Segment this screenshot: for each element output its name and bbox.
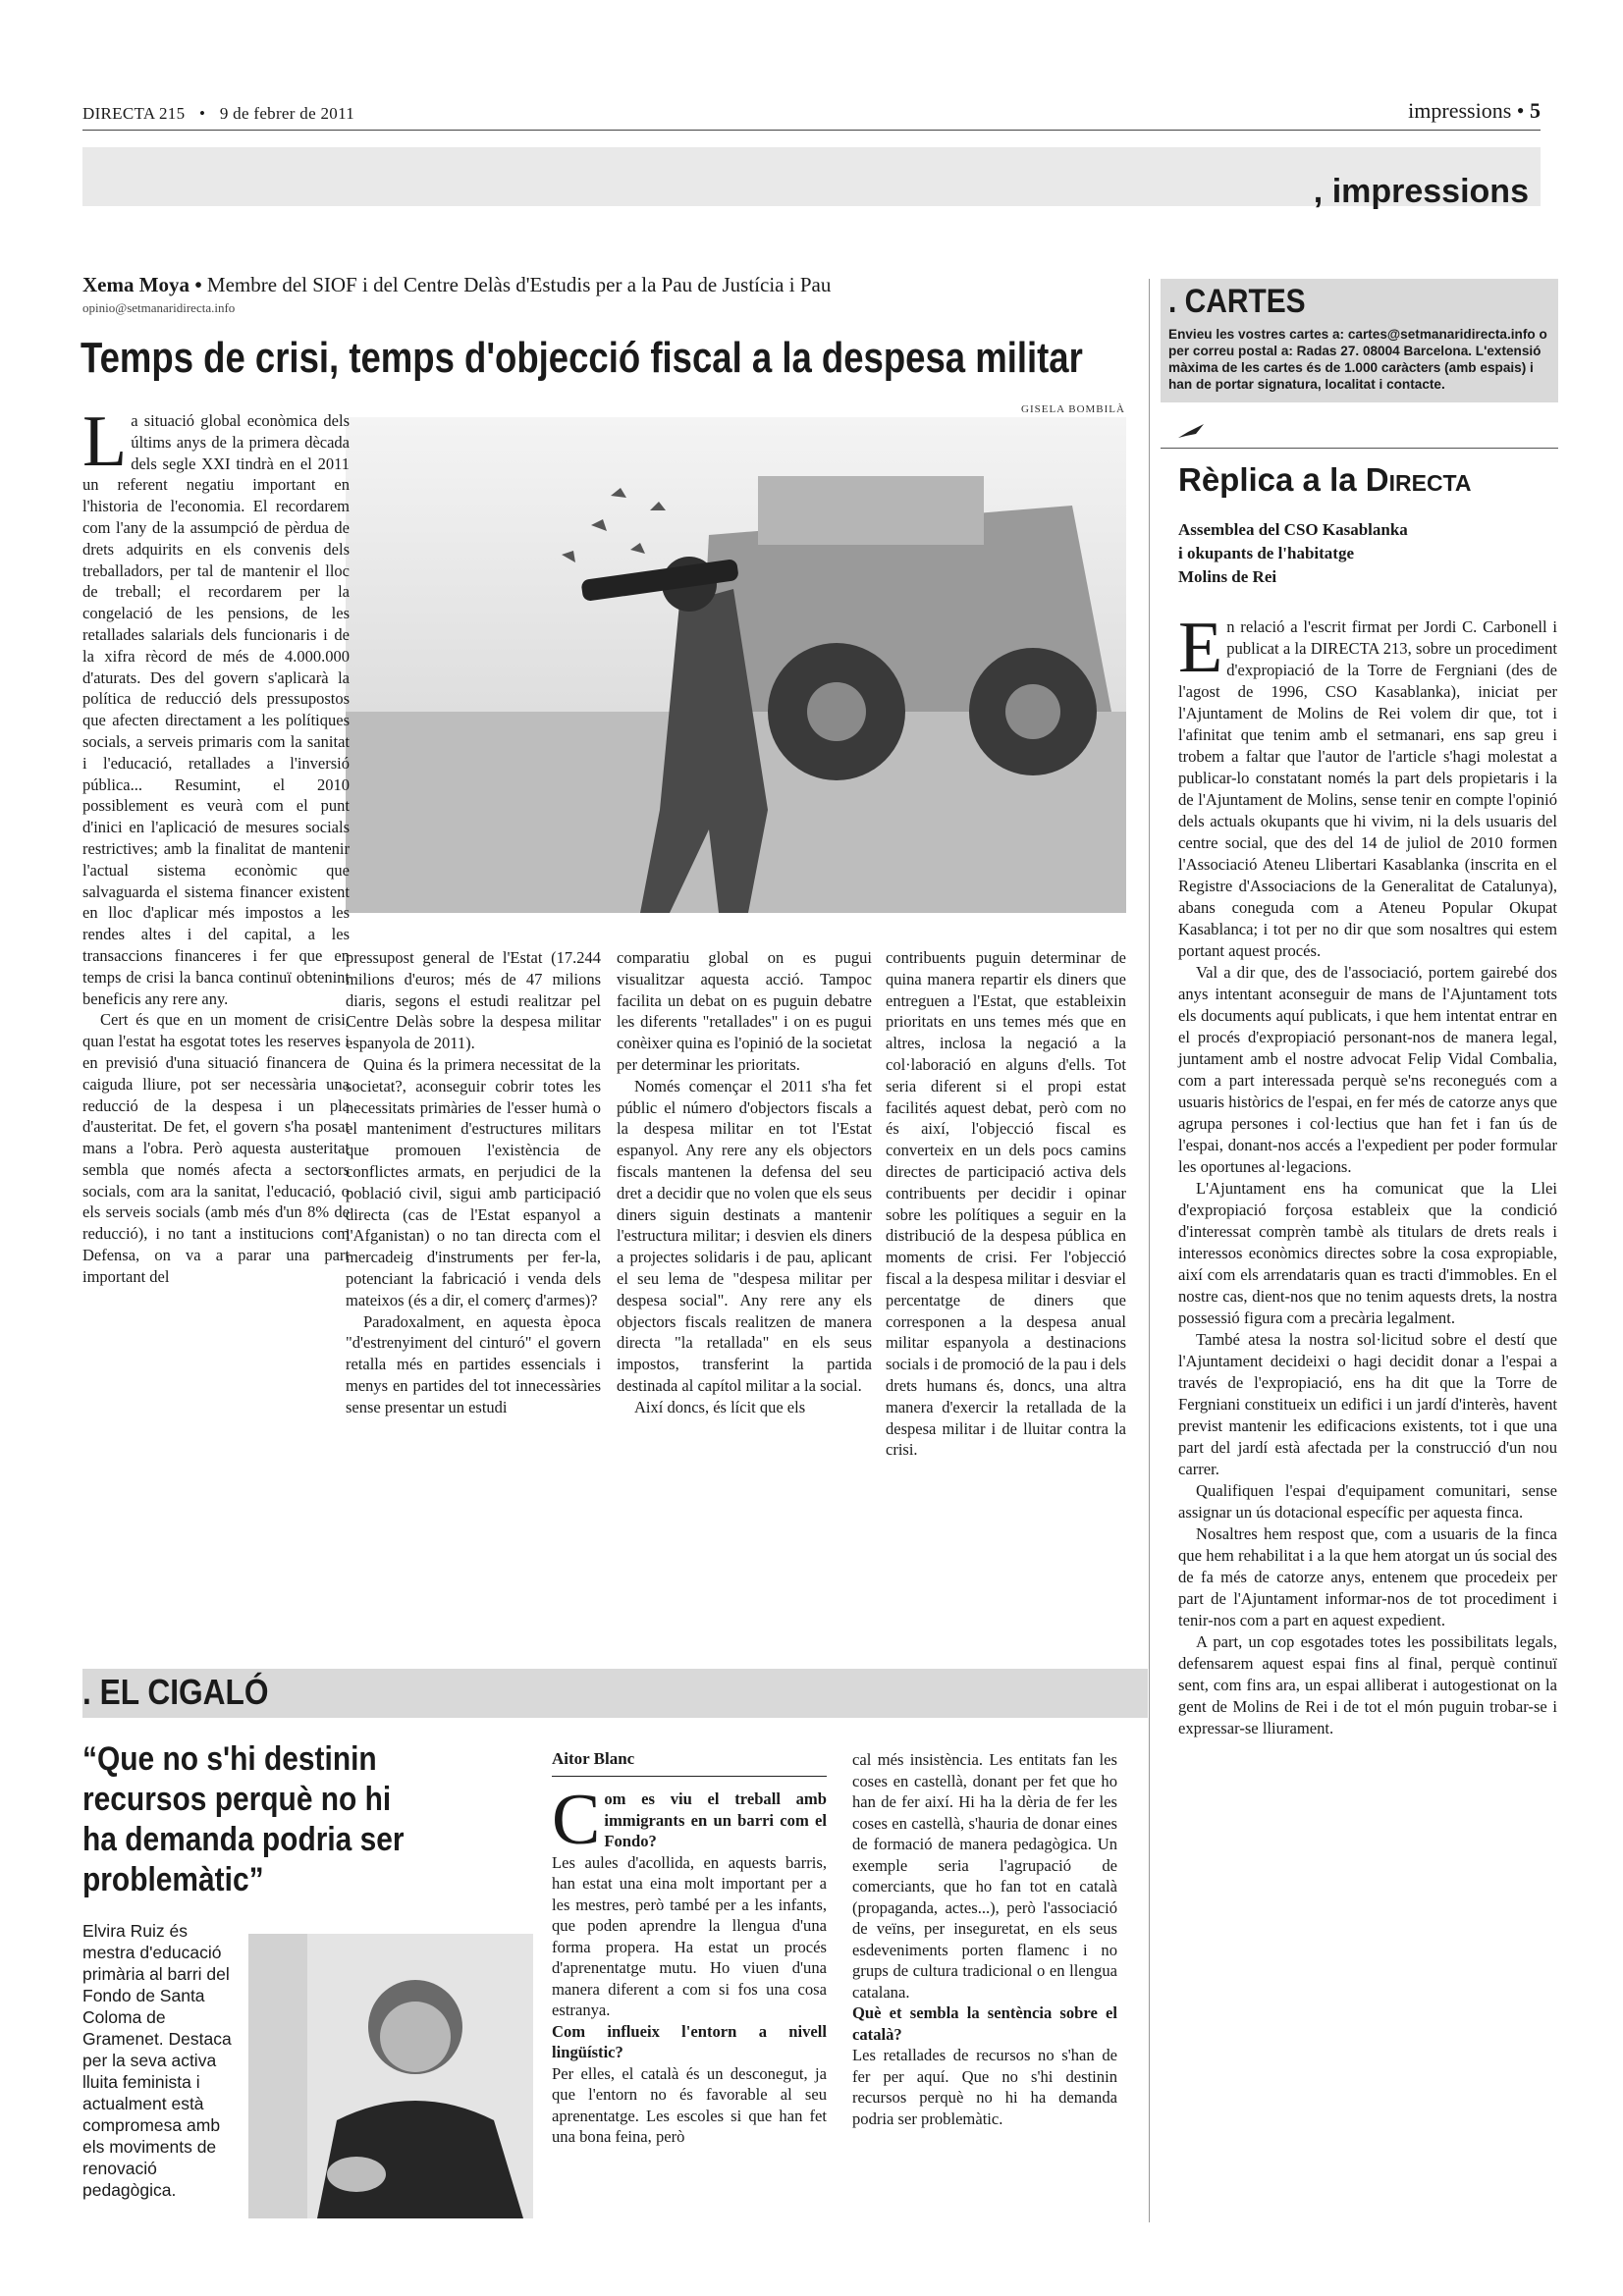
article-paragraph: Només començar el 2011 s'ha fet públic el número d'objectors fiscals a la despesa militar en tot l'Estat espanyol. Any rere any els objectors fiscals mantenen la defensa del seu dret a decidir que no volen que els seus diners siguin destinats a mantenir l'estructura militar; i desvien els diners a projectes solidaris i de pau, aplicant el seu lema de "despesa militar per despesa social". Any rere any els objectors fiscals realitzen de manera directa "la retallada" en els seus impostos, transferint la partida destinada al capítol militar a la social. (617, 1076, 872, 1395)
article-paragraph: pressupost general de l'Estat (17.244 milions d'euros; més de 47 milions diaris, segons el estudi realitzar pel Centre Delàs sobre la despesa militar espanyola de 2011). (346, 948, 601, 1053)
section-page: impressions • 5 (1408, 98, 1541, 123)
interviewer-rule (552, 1776, 827, 1777)
article-photo-soldier (346, 417, 1126, 913)
drop-cap: L (82, 401, 128, 482)
letter-paragraph: També atesa la nostra sol·licitud sobre el destí que l'Ajuntament decideixi o hagi decidit donar a l'espai a través de l'expropiació, ens ha dit que la Torre de Fergniani constitueix un edifici i un jardí d'interès, havent previst mantenir les edificacions existents, tot i que una part del jardí està afectada per la construcció d'un nou carrer. (1178, 1330, 1557, 1478)
issue-date: 9 de febrer de 2011 (219, 104, 355, 123)
article-paragraph: Quina és la primera necessitat de la societat?, aconseguir cobrir totes les necessitats primàries de l'esser humà o el manteniment d'estructures militars que promouen l'existència de conflictes armats, en perjudici de la població civil, sigui amb participació directa (cas de l'Estat espanyol a l'Afganistan) o no tan directa com el mercadeig d'instruments per fer-la, potenciant la fabricació i venda dels mateixos (és a dir, el comerç d'armes)? (346, 1054, 601, 1309)
interview-answer: Les aules d'acollida, en aquests barris, han estat una eina molt important per a les mestres, però també per a les infants, que poden aprendre la llengua d'una forma propera. Ha estat un procés d'aprenentatge mutu. Ho viuen d'una manera diferent a com si fos una cosa estranya. (552, 1852, 827, 2019)
letter-paragraph: En relació a l'escrit firmat per Jordi C. Carbonell i publicat a la DIRECTA 213, sobre un procediment d'expropiació de la Torre de Fergniani (des de l'agost de 1996, CSO Kasablanka), iniciat per l'Ajuntament de Molins de Rei volem dir que, tot i l'afinitat que tenim amb el setmanari, ens sap greu i trobem a faltar que l'autor de l'article s'hagi molestat a publicar-lo constatant només la part dels propietaris i la de l'Ajuntament de Molins, sense tenir en compte l'opinió dels actuals okupants que hi vivim, ni la dels usuaris del centre social, que des del 14 de juliol de 2010 formen l'Associació Ateneu Llibertari Kasablanka (inscrita en el Registre d'Associacions de la Generalitat de Catalunya), abans coneguda com a Ateneu Popular Okupat Kasablanca; i tot per no dir que som nosaltres qui estem portant aquest procés. (1178, 608, 1557, 960)
section-name: impressions (1408, 98, 1512, 123)
cigalo-title: . EL CIGALÓ (82, 1672, 269, 1712)
article-byline: Xema Moya • Membre del SIOF i del Centre Delàs d'Estudis per a la Pau de Justícia i Pau (82, 273, 832, 296)
cartes-rule (1161, 448, 1558, 449)
article-col-3 (617, 947, 872, 1418)
article-paragraph: comparatiu global on es pugui visualitzar aquesta acció. Tampoc facilita un debat on es puguin debatre les diferents "retallades" i on es pugui conèixer quina es l'opinió de la societat per determinar les prioritats. (617, 948, 872, 1074)
interviewee-bio: Elvira Ruiz és mestra d'educació primària al barri del Fondo de Santa Coloma de Gramenet. Destaca per la seva activa lluita feminista i actualment està compromesa amb els moviments de renovació pedagògica. (82, 1921, 232, 2200)
article-col-2 (346, 947, 601, 1418)
cartes-title: . CARTES (1168, 283, 1306, 320)
letter-paragraph: L'Ajuntament ens ha comunicat que la Llei d'expropiació forçosa estableix que la condició d'interessat comprèn tambè als titulars de drets reals i interessos econòmics directes sobre la cosa expropiable, així com els arrendataris quan es tracti d'immobles. En el nostre cas, dient-nos que no tenim aquests drets, la nostra possessió figura com a precària legalment. (1178, 1179, 1557, 1327)
interview-answer: Per elles, el català és un desconegut, ja que l'entorn no és favorable al seu aprenentatge. Les escoles si que han fet una bona feina, però (552, 2063, 827, 2146)
column-divider (1149, 279, 1150, 2222)
author-email: opinio@setmanaridirecta.info (82, 300, 236, 315)
interview-col-1 (552, 1780, 827, 2148)
article-title: Temps de crisi, temps d'objecció fiscal a la despesa militar (81, 334, 1083, 382)
quill-icon (1176, 422, 1206, 445)
article-paragraph: Cert és que en un moment de crisi, quan l'estat ha esgotat totes les reserves i en previsió d'una situació financera de caiguda lliure, pot ser necessària una reducció de la despesa i un pla d'austeritat. De fet, el govern s'ha posat mans a l'obra. Però aquesta austeritat sembla que només afecta a sectors socials, com ara la sanitat, l'educació, o els serveis socials (amb més d'un 8% de reducció), i no tant a institucions com Defensa, on va a parar una part important del (82, 1010, 350, 1286)
article-paragraph: Paradoxalment, en aquesta època "d'estrenyiment del cinturó" el govern retalla més en partides essencials i menys en partides del tot innecessàries sense presentar un estudi (346, 1311, 601, 1416)
interviewer-name: Aitor Blanc (552, 1749, 635, 1768)
letter-paragraph: Qualifiquen l'espai d'equipament comunitari, sense assignar un ús dotacional específic per aquesta finca. (1178, 1481, 1557, 1522)
soldier-illustration (346, 417, 1126, 913)
running-header: DIRECTA 215 • 9 de febrer de 2011 (82, 104, 355, 123)
drop-cap: E (1178, 608, 1223, 688)
author-role: Membre del SIOF i del Centre Delàs d'Estudis per a la Pau de Justícia i Pau (206, 273, 832, 296)
directa-smallcaps: Directa (1365, 461, 1472, 498)
interview-question: Què et sembla la sentència sobre el català? (852, 2003, 1117, 2044)
interview-question: Com influeix l'entorn a nivell lingüístic? (552, 2021, 827, 2061)
interview-col-2 (852, 1749, 1117, 2129)
portrait-illustration (248, 1934, 533, 2218)
letter-paragraph: A part, un cop esgotades totes les possibilitats legals, defensarem aquest espai fins al final, perquè continuï sent, com fins ara, un espai alliberat i autogestionat on la gent de Molins de Rei i de tot el món puguin trobar-se i expressar-se lliurament. (1178, 1632, 1557, 1737)
drop-cap: C (552, 1780, 601, 1860)
author-name: Xema Moya (82, 273, 190, 296)
article-col-1 (82, 401, 350, 1288)
header-rule (82, 130, 1541, 131)
interviewee-photo (248, 1934, 533, 2218)
interview-question: Com es viu el treball amb immigrants en un barri com el Fondo? (552, 1780, 827, 1860)
letter-paragraph: Nosaltres hem respost que, com a usuaris de la finca que hem rehabilitat i a la que hem atorgat un ús social des de fa més de catorze anys, entenem que procedeix per part de l'Ajuntament informar-nos de tot procediment i tenir-nos com a part en aquest expedient. (1178, 1524, 1557, 1629)
letter-authors: Assemblea del CSO Kasablanka i okupants de l'habitatge Molins de Rei (1178, 520, 1408, 586)
section-band-title: , impressions (1313, 173, 1529, 210)
letter-title: Rèplica a la Directa (1178, 461, 1472, 498)
cigalo-pull-quote: “Que no s'hi destinin recursos perquè no hi ha demanda podria ser problemàtic” (82, 1740, 405, 1898)
article-col-4 (886, 947, 1126, 1461)
photo-credit: GISELA BOMBILÀ (1021, 403, 1125, 415)
article-paragraph: La situació global econòmica dels últims anys de la primera dècada dels segle XXI tindrà en el 2011 un referent negatiu important en l'historia de l'economia. El recordarem com l'any de la assumpció de pèrdua de drets adquirits en els convenis dels treballadors, per tal de mantenir el lloc de treball; el recordarem per la congelació de les pensions, de les retallades salarials dels funcionaris i de la xifra rècord de més de 4.000.000 d'aturats. Des del govern s'aplicarà la política de reducció dels pressupostos que afecten directament a les polítiques socials, a serveis primaris com la sanitat i l'educació, retallades a l'inversió pública... Resumint, el 2010 possiblement es veurà com el punt d'inici en l'aplicació de mesures socials restrictives; amb la finalitat de mantenir l'actual sistema econòmic que salvaguarda el sistema financer existent en lloc d'aplicar més impostos a les rendes altes i del capital, a les transaccions financeres i fer que en temps de crisi la banca continuï obtenint beneficis any rere any. (82, 401, 350, 1008)
page-number: 5 (1530, 98, 1541, 123)
article-paragraph: contribuents puguin determinar de quina manera repartir els diners que entreguen a l'Estat, que estableixin prioritats en uns temes més que en altres, inclosa la negació a la col·laboració en alguns d'ells. Tot seria diferent si el propi estat facilités aquest debat, però com no és així, l'objecció fiscal es converteix en un dels pocs camins directes de participació activa dels contribuents per decidir i opinar sobre les polítiques a seguir en la distribució de la despesa pública en moments de crisi. Fer l'objecció fiscal a la despesa militar i desviar el percentatge de diners que corresponen a la despesa anual militar espanyola a destinacions socials i de promoció de la pau i dels drets humans és, doncs, una altra manera d'exercir la retallada de la despesa militar i de lluitar contra la crisi. (886, 948, 1126, 1460)
issue-number: DIRECTA 215 (82, 104, 186, 123)
cartes-submission-info: Envieu les vostres cartes a: cartes@setmanaridirecta.info o per correu postal a: Radas 27. 08004 Barcelona. L'extensió màxima de les cartes és de 1.000 caràcters (amb espais) i han de portar signatura, localitat i contacte. (1168, 327, 1547, 392)
letter-body (1178, 608, 1557, 1739)
letter-paragraph: Val a dir que, des de l'associació, portem gairebé dos anys intentant aconseguir de mans de l'Ajuntament tots els documents aquí publicats, i que hem intentat entrar en el procés d'expropiació personant-nos de manera legal, juntament amb el nostre advocat Felip Vidal Combalia, com a part interessada perquè se'ns reconegués com a usuaris històrics de l'espai, en fer més de catorze anys que agrupa persones i col·lectius que han fet i fan ús de l'espai, donant-nos accés a l'expedient per poder formular les oportunes al·legacions. (1178, 963, 1557, 1176)
article-paragraph: Així doncs, és lícit que els (634, 1397, 806, 1416)
interview-answer: Les retallades de recursos no s'han de fer per aquí. Que no s'hi destinin recursos perquè no hi ha demanda podria ser problemàtic. (852, 2046, 1117, 2128)
interview-answer: cal més insistència. Les entitats fan les coses en castellà, donant per fet que ho han de fer així. Hi ha la dèria de fer les coses en castellà, s'hauria de donar eines de formació de manera pedagògica. Un exemple seria l'agrupació de comerciants, que ho fan tot en català (propaganda, actes...), però l'associació de veïns, per inseguretat, en els seus esdeveniments porten flamenc i no grups de cultura tradicional o en llengua catalana. (852, 1750, 1117, 2002)
